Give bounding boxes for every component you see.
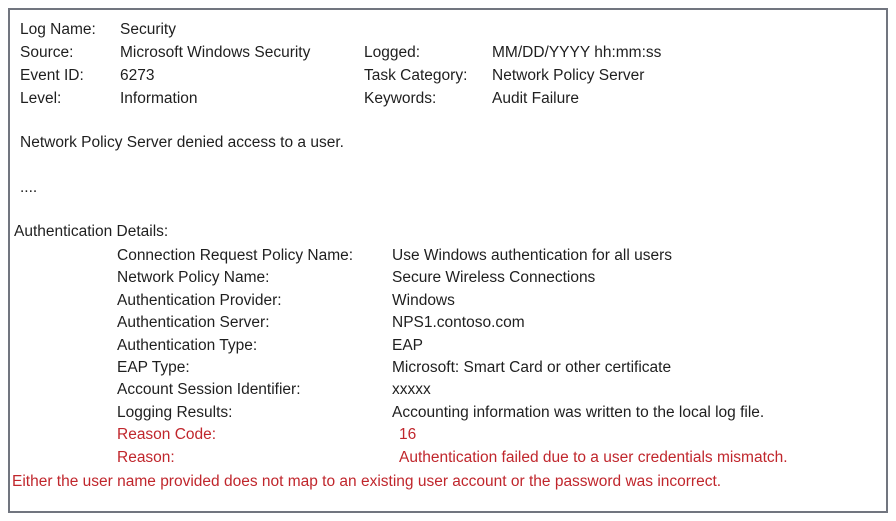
detail-row-eap-type <box>10 357 886 379</box>
detail-row-reason <box>10 447 886 469</box>
level-value: Information <box>120 90 198 107</box>
header-row-event-id <box>10 64 886 87</box>
detail-value: Accounting information was written to the local log file. <box>392 403 765 421</box>
event-id-value: 6273 <box>120 67 155 84</box>
source-value: Microsoft Windows Security <box>120 44 311 61</box>
event-description: Network Policy Server denied access to a user. <box>20 134 344 151</box>
detail-label: Network Policy Name: <box>117 269 270 287</box>
header-empty-label <box>364 18 492 41</box>
detail-row-reason-code <box>10 424 886 446</box>
detail-value: 16 <box>399 426 417 444</box>
detail-row-connection-request-policy <box>10 245 886 267</box>
omitted-content-ellipsis: .... <box>20 179 38 196</box>
logged-label: Logged: <box>364 44 421 61</box>
detail-row-logging-results <box>10 402 886 424</box>
detail-value: EAP <box>392 336 424 354</box>
header-empty-value <box>492 18 886 41</box>
event-header <box>10 18 886 110</box>
header-row-log-name <box>10 18 886 41</box>
detail-row-authentication-provider <box>10 290 886 312</box>
header-row-source <box>10 41 886 64</box>
log-name-label: Log Name: <box>20 21 96 38</box>
detail-row-network-policy-name <box>10 267 886 289</box>
detail-value: xxxxx <box>392 381 431 399</box>
header-row-level <box>10 87 886 110</box>
event-id-label: Event ID: <box>20 67 84 84</box>
detail-label: Reason Code: <box>117 426 217 444</box>
detail-label: Connection Request Policy Name: <box>117 247 354 264</box>
task-category-value: Network Policy Server <box>492 67 645 84</box>
authentication-details-list <box>10 245 886 469</box>
detail-row-authentication-type <box>10 335 886 357</box>
detail-label: Logging Results: <box>117 403 233 421</box>
event-log-panel <box>8 8 888 513</box>
detail-value: NPS1.contoso.com <box>392 314 525 332</box>
detail-row-account-session-identifier <box>10 379 886 401</box>
keywords-label: Keywords: <box>364 90 437 107</box>
detail-value: Microsoft: Smart Card or other certificate <box>392 359 672 377</box>
detail-label: Reason: <box>117 448 175 466</box>
task-category-label: Task Category: <box>364 67 468 84</box>
keywords-value: Audit Failure <box>492 90 580 107</box>
detail-label: Authentication Type: <box>117 336 258 354</box>
detail-value: Secure Wireless Connections <box>392 269 596 287</box>
detail-label: Account Session Identifier: <box>117 381 301 399</box>
logged-value: MM/DD/YYYY hh:mm:ss <box>492 44 662 61</box>
level-label: Level: <box>20 90 62 107</box>
detail-label: Authentication Provider: <box>117 291 282 309</box>
authentication-details-title: Authentication Details: <box>14 223 169 240</box>
reason-explanation-note: Either the user name provided does not map to an existing user account or the password was incorrect. <box>12 473 722 491</box>
detail-value: Windows <box>392 291 455 309</box>
detail-label: Authentication Server: <box>117 314 270 332</box>
detail-label: EAP Type: <box>117 359 190 377</box>
source-label: Source: <box>20 44 74 61</box>
detail-row-authentication-server <box>10 312 886 334</box>
detail-value: Authentication failed due to a user credentials mismatch. <box>399 448 788 466</box>
log-name-value: Security <box>120 21 176 38</box>
detail-value: Use Windows authentication for all users <box>392 247 672 264</box>
